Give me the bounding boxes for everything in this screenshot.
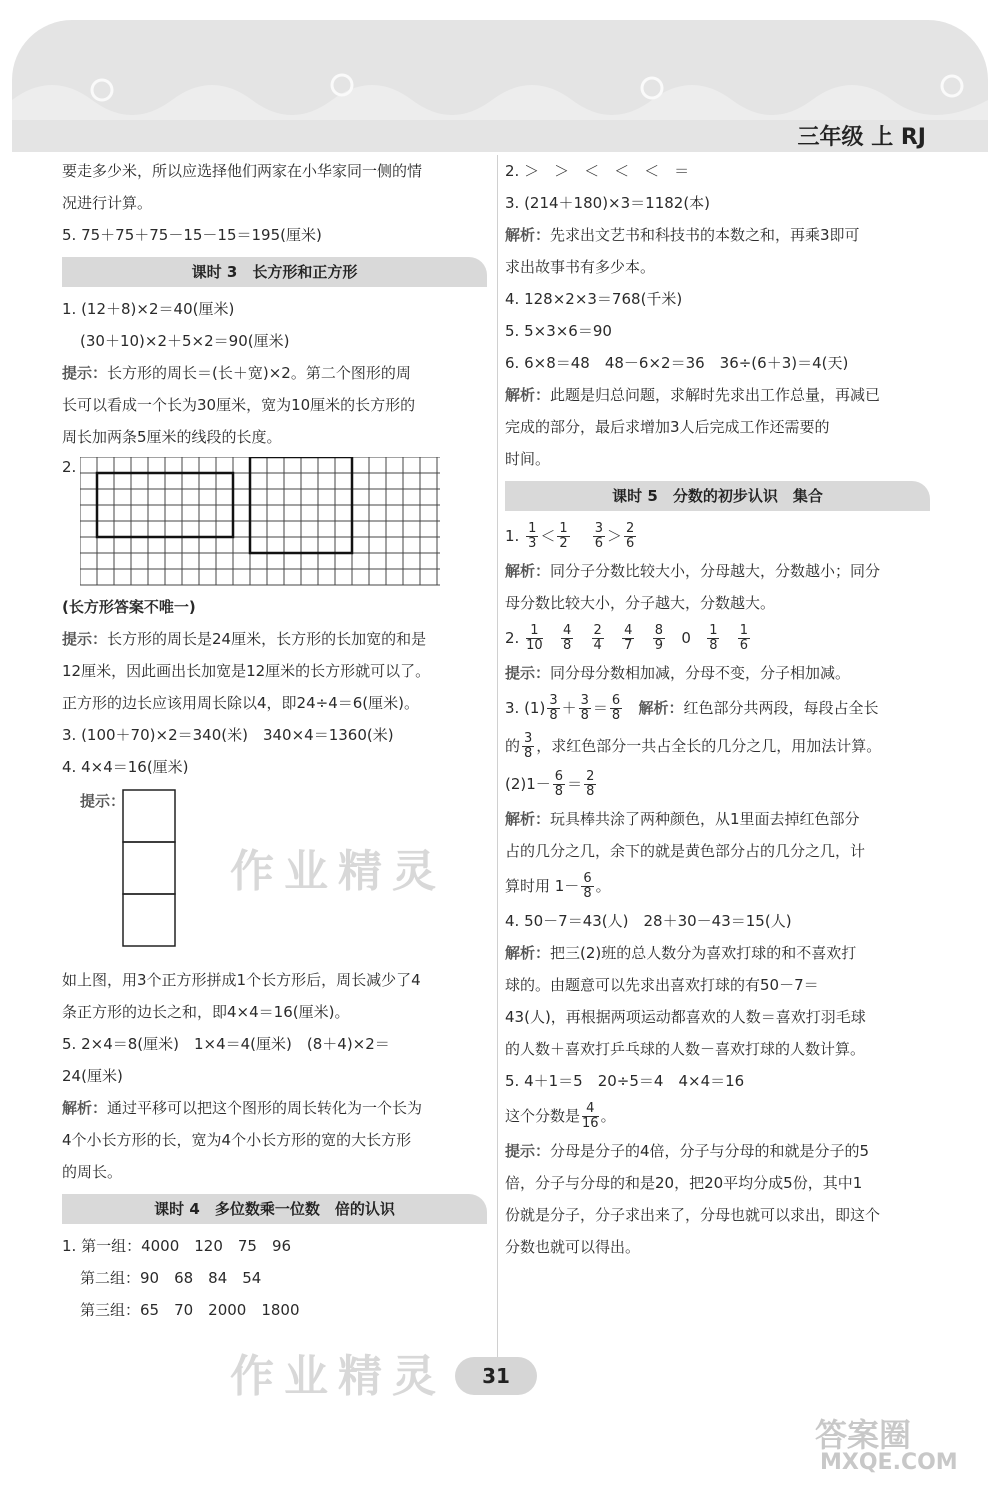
q2-number: 2. bbox=[62, 458, 77, 476]
s5-answer-5-fraction: 这个分数是 $\frac{4}{16}$ 。 bbox=[505, 1101, 616, 1131]
section-lesson-5: 课时 5 分数的初步认识 集合 bbox=[505, 481, 930, 511]
brand-logo: 答案圈 bbox=[815, 1416, 912, 1454]
r-analysis-6-line3: 时间。 bbox=[505, 450, 551, 468]
header-band bbox=[12, 20, 988, 152]
three-squares-drawing bbox=[122, 789, 182, 954]
watermark: 作业精灵 bbox=[230, 1351, 446, 1402]
fraction: $\frac{1}{6}$ bbox=[739, 623, 749, 653]
s3-analysis-5 bbox=[62, 1092, 487, 1124]
grid-drawing bbox=[80, 457, 480, 587]
fraction: $\frac{1}{10}$ bbox=[526, 623, 543, 653]
s3-q4-explain-2: 条正方形的边长之和，即4×4＝16(厘米)。 bbox=[62, 1003, 350, 1021]
s5-answer-3-1-line2 bbox=[505, 727, 930, 765]
answer-5: 5. 75＋75＋75－15－15＝195(厘米) bbox=[62, 226, 322, 244]
s5-tip-5 bbox=[505, 1135, 930, 1167]
s3-answer-3: 3. (100＋70)×2＝340(米) 340×4＝1360(米) bbox=[62, 726, 394, 744]
tip-text: 长方形的周长＝(长＋宽)×2。第二个图形的周 bbox=[107, 364, 411, 382]
analysis-label: 解析： bbox=[638, 699, 684, 717]
header-wave-decoration bbox=[12, 60, 988, 120]
s3-tip-2-line2: 12厘米，因此画出长加宽是12厘米的长方形就可以了。 bbox=[62, 662, 431, 680]
r-answer-5: 5. 5×3×6＝90 bbox=[505, 322, 612, 340]
analysis-text: 把三(2)班的总人数分为喜欢打球的和不喜欢打 bbox=[550, 944, 857, 962]
s5-answer-3-1: 3. (1) $\frac{3}{8}$ ＋ $\frac{3}{8}$ ＝ $\frac{6}{8}$ 解析：红色部分共两段，每段占全长 bbox=[505, 693, 879, 723]
s5-tip-5-line4: 分数也就可以得出。 bbox=[505, 1238, 641, 1256]
s3-analysis-5-line2: 4个小长方形的长，宽为4个小长方形的宽的大长方形 bbox=[62, 1131, 412, 1149]
section-lesson-3: 课时 3 长方形和正方形 bbox=[62, 257, 487, 287]
tip-label: 提示： bbox=[505, 664, 551, 682]
analysis-label: 解析： bbox=[62, 1099, 108, 1117]
r-answer-4: 4. 128×2×3＝768(千米) bbox=[505, 290, 683, 308]
analysis-label: 解析： bbox=[505, 386, 551, 404]
s5-analysis-1 bbox=[505, 555, 930, 587]
fraction: $\frac{2}{4}$ bbox=[593, 623, 602, 653]
r-answer-2: 2. ＞ ＞ ＜ ＜ ＜ ＝ bbox=[505, 162, 690, 180]
s5-tip-5-line2: 倍，分子与分母的和是20，把20平均分成5份，其中1 bbox=[505, 1174, 863, 1192]
analysis-label: 解析： bbox=[505, 810, 551, 828]
tip-label: 提示： bbox=[505, 1142, 551, 1160]
s5-analysis-4-line4: 的人数＋喜欢打乒乓球的人数－喜欢打球的人数计算。 bbox=[505, 1040, 866, 1058]
q-number: 1. bbox=[505, 527, 520, 545]
tip-text: 长方形的周长是24厘米，长方形的长加宽的和是 bbox=[107, 630, 427, 648]
s3-answer-5b: 24(厘米) bbox=[62, 1067, 123, 1085]
s5-analysis-4-line3: 43(人)，再根据两项运动都喜欢的人数＝喜欢打羽毛球 bbox=[505, 1008, 866, 1026]
s5-answer-3-2: (2)1－ $\frac{6}{8}$ ＝ $\frac{2}{8}$ bbox=[505, 769, 595, 799]
s3-tip-1 bbox=[62, 357, 487, 389]
intro-line-2: 况进行计算。 bbox=[62, 194, 153, 212]
less-than: ＜ bbox=[540, 527, 556, 545]
fraction: $\frac{3}{6}$ bbox=[594, 521, 604, 551]
tip-label: 提示： bbox=[80, 792, 126, 810]
s5-analysis-3-line3: 算时用 1－ $\frac{6}{8}$ 。 bbox=[505, 871, 611, 901]
q2-note: (长方形答案不唯一) bbox=[62, 598, 196, 616]
column-divider bbox=[497, 155, 498, 1370]
s3-tip-1-line3: 周长加两条5厘米的线段的长度。 bbox=[62, 428, 282, 446]
analysis-text: ，求红色部分一共占全长的几分之几，用加法计算。 bbox=[536, 737, 882, 755]
s3-tip-1-line2: 长可以看成一个长为30厘米，宽为10厘米的长方形的 bbox=[62, 396, 416, 414]
fraction: $\frac{6}{8}$ bbox=[611, 693, 621, 723]
fraction: $\frac{4}{8}$ bbox=[562, 623, 572, 653]
s3-q4-explain-1: 如上图，用3个正方形拼成1个长方形后，周长减少了4 bbox=[62, 971, 421, 989]
r-analysis-3-line2: 求出故事书有多少本。 bbox=[505, 258, 656, 276]
fraction: $\frac{4}{16}$ bbox=[582, 1101, 599, 1131]
s5-analysis-3-line2: 占的几分之几，余下的就是黄色部分占的几分之几，计 bbox=[505, 842, 866, 860]
s3-analysis-5-line3: 的周长。 bbox=[62, 1163, 123, 1181]
site-url: MXQE.COM bbox=[820, 1450, 958, 1475]
s3-answer-1a: 1. (12＋8)×2＝40(厘米) bbox=[62, 300, 235, 318]
grid-figure bbox=[62, 457, 487, 587]
s5-analysis-4 bbox=[505, 937, 930, 969]
zero: 0 bbox=[681, 629, 691, 647]
page-number: 31 bbox=[455, 1357, 537, 1395]
of-text: 的 bbox=[505, 737, 521, 755]
r-answer-3: 3. (214＋180)×3＝1182(本) bbox=[505, 194, 711, 212]
left-column bbox=[62, 155, 487, 1326]
intro-line-1: 要走多少米，所以应选择他们两家在小华家同一侧的情 bbox=[62, 162, 423, 180]
q-number: 3. (1) bbox=[505, 699, 546, 717]
analysis-label: 解析： bbox=[505, 226, 551, 244]
fraction: $\frac{3}{8}$ bbox=[524, 731, 533, 761]
s5-tip-2 bbox=[505, 657, 930, 689]
analysis-label: 解析： bbox=[505, 944, 551, 962]
s5-answer-1 bbox=[505, 517, 930, 555]
answer-text: 这个分数是 bbox=[505, 1107, 581, 1125]
analysis-text: 玩具棒共涂了两种颜色，从1里面去掉红色部分 bbox=[550, 810, 860, 828]
section-lesson-4: 课时 4 多位数乘一位数 倍的认识 bbox=[62, 1194, 487, 1224]
tip-label: 提示： bbox=[62, 630, 108, 648]
s5-answer-4: 4. 50－7＝43(人) 28＋30－43＝15(人) bbox=[505, 912, 792, 930]
r-analysis-6-line2: 完成的部分，最后求增加3人后完成工作还需要的 bbox=[505, 418, 830, 436]
s5-tip-5-line3: 份就是分子，分子求出来了，分母也就可以求出，即这个 bbox=[505, 1206, 881, 1224]
greater-than: ＞ bbox=[607, 527, 623, 545]
s5-analysis-1-line2: 母分数比较大小，分子越大，分数越大。 bbox=[505, 594, 776, 612]
fraction: $\frac{8}{9}$ bbox=[654, 623, 664, 653]
s3-answer-4: 4. 4×4＝16(厘米) bbox=[62, 758, 189, 776]
analysis-text: 同分子分数比较大小，分母越大，分数越小；同分 bbox=[550, 562, 881, 580]
s3-answer-1b: (30＋10)×2＋5×2＝90(厘米) bbox=[80, 332, 290, 350]
fraction: $\frac{1}{2}$ bbox=[559, 521, 568, 551]
r-analysis-6 bbox=[505, 379, 930, 411]
tip-text: 分母是分子的4倍，分子与分母的和就是分子的5 bbox=[550, 1142, 870, 1160]
fraction: $\frac{1}{3}$ bbox=[528, 521, 537, 551]
r-answer-6: 6. 6×8＝48 48－6×2＝36 36÷(6＋3)＝4(天) bbox=[505, 354, 849, 372]
analysis-text: 先求出文艺书和科技书的本数之和，再乘3即可 bbox=[550, 226, 860, 244]
s5-answer-2 bbox=[505, 619, 930, 657]
s5-analysis-4-line2: 球的。由题意可以先求出喜欢打球的有50－7＝ bbox=[505, 976, 819, 994]
fraction: $\frac{6}{8}$ bbox=[554, 769, 564, 799]
analysis-label: 解析： bbox=[505, 562, 551, 580]
right-column bbox=[505, 155, 930, 1263]
s4-answer-1a: 1. 第一组：4000 120 75 96 bbox=[62, 1237, 292, 1255]
analysis-text: 通过平移可以把这个图形的周长转化为一个长为 bbox=[107, 1099, 423, 1117]
s5-analysis-3 bbox=[505, 803, 930, 835]
fraction: $\frac{3}{8}$ bbox=[549, 693, 558, 723]
q-part: (2)1－ bbox=[505, 775, 551, 793]
fraction: $\frac{3}{8}$ bbox=[580, 693, 589, 723]
s4-answer-1b: 第二组：90 68 84 54 bbox=[80, 1269, 262, 1287]
tip-label: 提示： bbox=[62, 364, 108, 382]
fraction: $\frac{2}{6}$ bbox=[626, 521, 635, 551]
s5-answer-5: 5. 4＋1＝5 20÷5＝4 4×4＝16 bbox=[505, 1072, 745, 1090]
fraction: $\frac{4}{7}$ bbox=[624, 623, 633, 653]
fraction: $\frac{1}{8}$ bbox=[709, 623, 718, 653]
analysis-text: 此题是归总问题，求解时先求出工作总量，再减已 bbox=[550, 386, 881, 404]
grade-label: 三年级 上 RJ bbox=[797, 125, 926, 150]
r-analysis-3 bbox=[505, 219, 930, 251]
analysis-text: 红色部分共两段，每段占全长 bbox=[683, 699, 879, 717]
q-number: 2. bbox=[505, 629, 520, 647]
watermark: 作业精灵 bbox=[230, 846, 446, 897]
s3-tip-2-line3: 正方形的边长应该用周长除以4，即24÷4＝6(厘米)。 bbox=[62, 694, 419, 712]
s3-answer-5a: 5. 2×4＝8(厘米) 1×4＝4(厘米) (8＋4)×2＝ bbox=[62, 1035, 390, 1053]
tip-text: 同分母分数相加减，分母不变，分子相加减。 bbox=[550, 664, 851, 682]
s3-tip-2 bbox=[62, 623, 487, 655]
s4-answer-1c: 第三组：65 70 2000 1800 bbox=[80, 1301, 300, 1319]
analysis-text: 算时用 1－ bbox=[505, 877, 580, 895]
fraction: $\frac{2}{8}$ bbox=[586, 769, 595, 799]
fraction: $\frac{6}{8}$ bbox=[583, 871, 592, 901]
